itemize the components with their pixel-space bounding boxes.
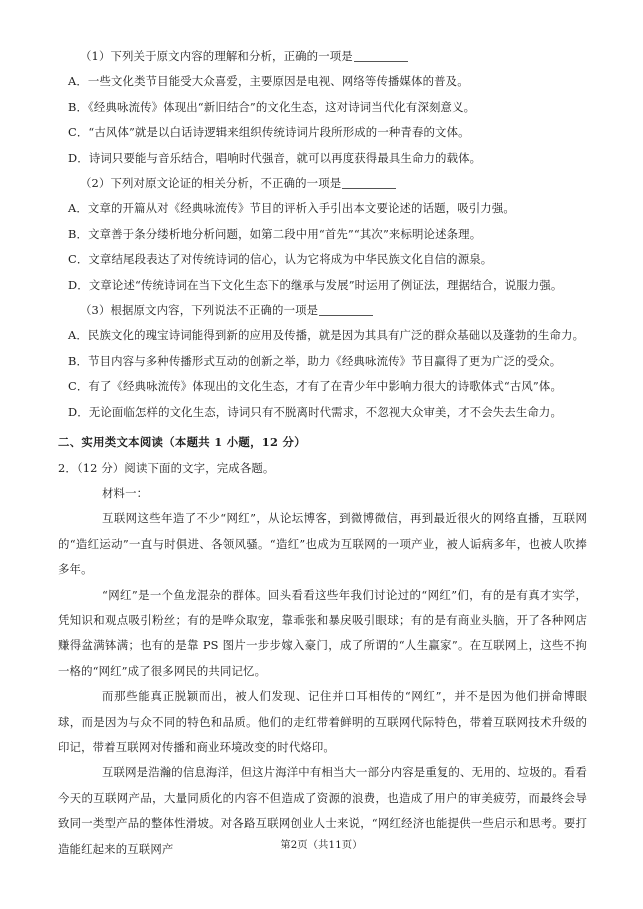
option-text: 有了《经典咏流传》体现出的文化生态，才有了在青少年中影响力很大的诗歌体式“古风”体。 xyxy=(88,379,562,394)
option-1-A[interactable] xyxy=(58,69,587,94)
option-1-C[interactable] xyxy=(58,120,587,145)
option-label: B． xyxy=(68,353,89,368)
option-label: D． xyxy=(68,404,89,419)
passage-paragraph-1: 互联网这些年造了不少“网红”，从论坛博客，到微博微信，再到最近很火的网络直播，互联网的“造红运动”一直与时俱进、各领风骚。“造红”也成为互联网的一项产业，被人诟病多年，也被人吹捧多年。 xyxy=(58,511,587,577)
option-text: “古风体”就是以白话诗逻辑来组织传统诗词片段所形成的一种青春的文体。 xyxy=(88,125,470,140)
option-3-A[interactable] xyxy=(58,323,587,348)
question-stem-1-text: （1）下列关于原文内容的理解和分析，正确的一项是 xyxy=(80,49,353,63)
option-2-A[interactable] xyxy=(58,196,587,221)
option-label: D． xyxy=(68,277,89,292)
option-text: 文章结尾段表达了对传统诗词的信心，认为它将成为中华民族文化自信的源泉。 xyxy=(88,252,493,267)
passage-paragraph-3: 而那些能真正脱颖而出，被人们发现、记住并口耳相传的“网红”，并不是因为他们拼命博眼球，而是因为与众不同的特色和品质。他们的走红带着鲜明的互联网代际特色，带着互联网技术升级的印记，带着互联网对传播和商业环境改变的时代烙印。 xyxy=(58,689,587,754)
option-text: 无论面临怎样的文化生态，诗词只有不脱离时代需求，不忽视大众审美，才不会失去生命力。 xyxy=(88,404,562,419)
answer-blank-3[interactable] xyxy=(319,315,373,316)
option-label: C． xyxy=(68,125,89,140)
material-label: 材料一： xyxy=(102,485,149,500)
option-label: B． xyxy=(68,99,89,114)
option-3-D[interactable] xyxy=(58,400,587,425)
option-label: A． xyxy=(68,74,88,89)
answer-blank-2[interactable] xyxy=(342,188,396,189)
option-text: 文章善于条分缕析地分析问题，如第二段中用“首先”“其次”来标明论述条理。 xyxy=(88,226,482,241)
option-3-B[interactable] xyxy=(58,349,587,374)
option-label: A． xyxy=(68,201,88,216)
option-3-C[interactable] xyxy=(58,374,587,399)
option-label: C． xyxy=(68,379,89,394)
answer-blank-1[interactable] xyxy=(354,61,408,62)
option-2-B[interactable] xyxy=(58,222,587,247)
option-2-C[interactable] xyxy=(58,247,587,272)
page-footer: 第2页（共11页） xyxy=(280,840,363,851)
option-text: 《经典咏流传》体现出“新旧结合”的文化生态，这对诗词当代化有深刻意义。 xyxy=(88,99,476,114)
option-1-D[interactable] xyxy=(58,146,587,171)
passage-paragraph-2: “网红”是一个鱼龙混杂的群体。回头看看这些年我们讨论过的“网红”们，有的是有真才实学，凭知识和观点吸引粉丝；有的是哗众取宠，靠乖张和暴戾吸引眼球；有的是有商业头脑，开了各种网店赚得盆满钵满；也有的是靠 PS 图片一步步嫁入豪门，成了所谓的“人生赢家”。在互联网上，这些不拘一格的“网红”成了很多网民的共同记忆。 xyxy=(58,587,587,678)
question-stem-2 xyxy=(58,171,587,196)
section-spacer xyxy=(58,425,587,427)
option-2-D[interactable] xyxy=(58,273,587,298)
option-label: A． xyxy=(68,328,88,343)
option-text: 民族文化的瑰宝诗词能得到新的应用及传播，就是因为其具有广泛的群众基础以及蓬勃的生命力。 xyxy=(87,328,585,343)
question-stem-3-text: （3）根据原文内容，下列说法不正确的一项是 xyxy=(80,303,319,318)
option-label: D． xyxy=(68,150,89,165)
question-number-line: 2．（12 分）阅读下面的文字，完成各题。 xyxy=(58,460,275,475)
option-text: 诗词只要能与音乐结合，唱响时代强音，就可以再度获得最具生命力的载体。 xyxy=(88,150,482,165)
option-label: B． xyxy=(68,226,89,241)
document-body xyxy=(58,44,587,862)
option-text: 文章的开篇从对《经典咏流传》节目的评析入手引出本文要论述的话题，吸引力强。 xyxy=(87,201,515,216)
question-stem-3 xyxy=(58,298,587,323)
option-text: 文章论述“传统诗词在当下文化生态下的继承与发展”时运用了例证法，理据结合，说服力强。 xyxy=(88,277,563,292)
option-label: C． xyxy=(68,252,89,267)
option-text: 节目内容与多种传播形式互动的创新之举，助力《经典咏流传》节目赢得了更为广泛的受众。 xyxy=(88,353,562,368)
option-text: 一些文化类节目能受大众喜爱，主要原因是电视、网络等传播媒体的普及。 xyxy=(87,74,469,89)
section-heading: 二、实用类文本阅读（本题共 1 小题，12 分） xyxy=(58,435,306,450)
option-1-B[interactable] xyxy=(58,95,587,120)
passage-paragraph-4: 互联网是浩瀚的信息海洋，但这片海洋中有相当大一部分内容是重复的、无用的、垃圾的。看看今天的互联网产品，大量同质化的内容不但造成了资源的浪费，也造成了用户的审美疲劳，而最终会导致同一类型产品的整体性滑坡。对各路互联网创业人士来说，“网红经济也能提供一些启示和思考。要打造能红起来的互联网产 xyxy=(58,765,587,856)
question-stem-2-text: （2）下列对原文论证的相关分析，不正确的一项是 xyxy=(80,176,342,191)
question-stem-1 xyxy=(58,44,587,69)
